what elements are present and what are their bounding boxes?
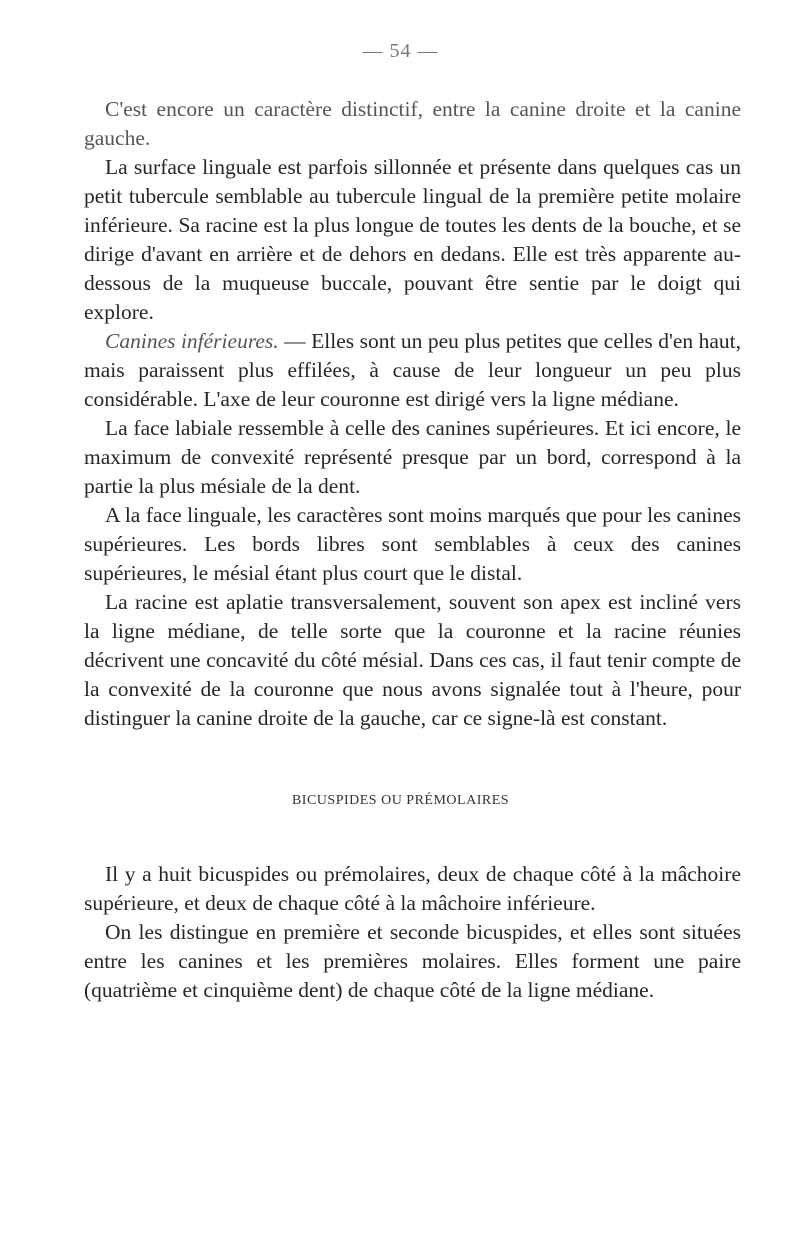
paragraph: On les distingue en première et seconde bicuspides, et elles sont situées entre les canines et les premières molaires. Elles forment une paire (quatrième et cinquième dent) de chaque côté de la ligne médiane. xyxy=(84,920,741,1002)
paragraph: A la face linguale, les caractères sont moins marqués que pour les canines supérieures. Les bords libres sont semblables à ceux des canines supérieures, le mésial étant plus court que le distal. xyxy=(84,503,741,585)
paragraph-body: — Elles sont un peu plus petites que celles d'en haut, mais paraissent plus effilées, à cause de leur longueur un peu plus considérable. L'axe de leur couronne est dirigé vers la ligne médiane. xyxy=(84,329,741,411)
page-number: — 54 — xyxy=(362,40,439,62)
body-text-top xyxy=(84,95,741,733)
paragraph: Il y a huit bicuspides ou prémolaires, deux de chaque côté à la mâchoire supérieure, et deux de chaque côté à la mâchoire inférieure. xyxy=(84,862,741,915)
paragraph-heading: Canines inférieures. xyxy=(105,329,279,353)
paragraph: C'est encore un caractère distinctif, entre la canine droite et la canine gauche. xyxy=(84,97,741,150)
body-text-bottom xyxy=(84,860,741,1005)
section-title: BICUSPIDES OU PRÉMOLAIRES xyxy=(291,793,510,808)
paragraph: La surface linguale est parfois sillonnée et présente dans quelques cas un petit tubercule semblable au tubercule lingual de la première petite molaire inférieure. Sa racine est la plus longue de toutes les dents de la bouche, et se dirige d'avant en arrière et de dehors en dedans. Elle est très apparente au-dessous de la muqueuse buccale, pouvant être sentie par le doigt qui explore. xyxy=(84,155,741,324)
paragraph: La racine est aplatie transversalement, souvent son apex est incliné vers la ligne médiane, de telle sorte que la couronne et la racine réunies décrivent une concavité du côté mésial. Dans ces cas, il faut tenir compte de la convexité de la couronne que nous avons signalée tout à l'heure, pour distinguer la canine droite de la gauche, car ce signe-là est constant. xyxy=(84,590,741,730)
paragraph: La face labiale ressemble à celle des canines supérieures. Et ici encore, le maximum de convexité représenté presque par un bord, correspond à la partie la plus mésiale de la dent. xyxy=(84,416,741,498)
paragraph xyxy=(84,327,741,414)
